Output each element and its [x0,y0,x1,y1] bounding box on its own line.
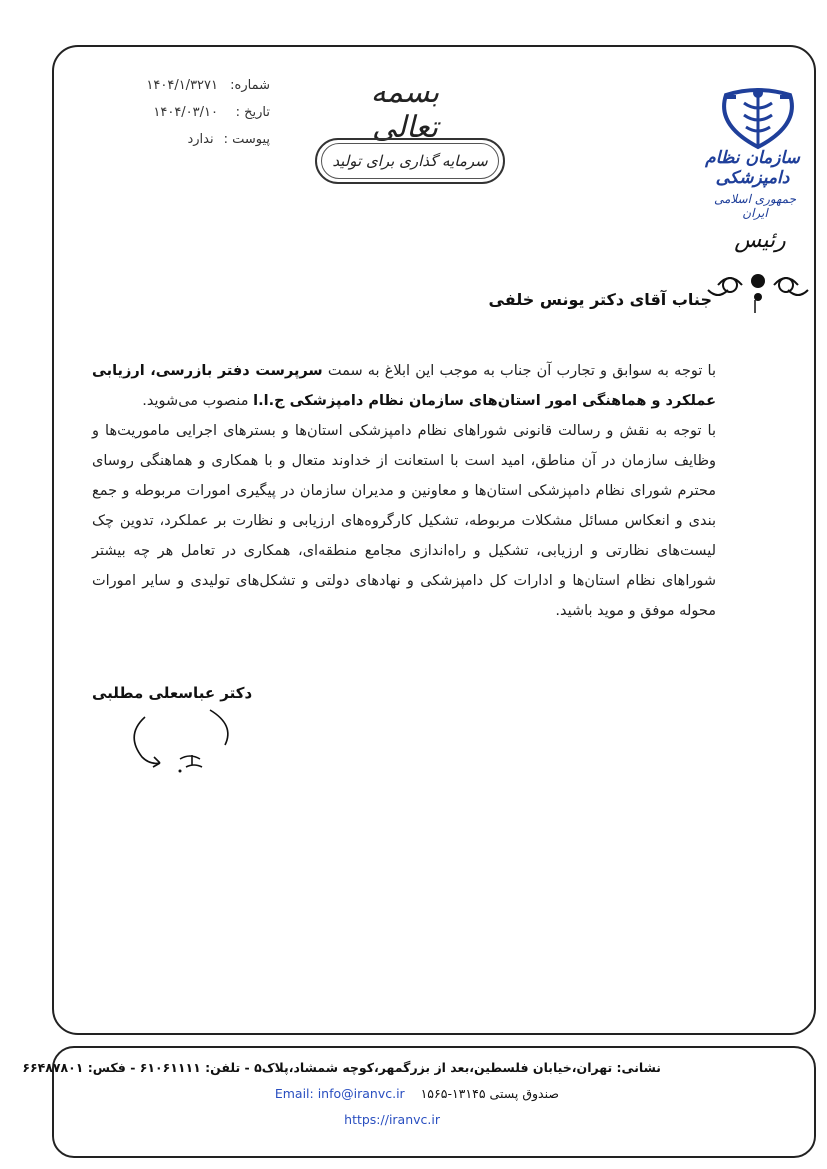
number-row [110,72,270,99]
attachment-label: پیوست : [223,132,270,147]
attachment-row [110,126,270,153]
signer-name: دکتر عباسعلی مطلبی [92,684,253,702]
attachment-value: ندارد [187,132,214,147]
slogan-frame [315,138,505,184]
paragraph-1-end: منصوب می‌شوید. [142,393,254,409]
organization-country: جمهوری اسلامی ایران [713,192,797,220]
letter-meta [110,72,270,153]
office-title: رئیس [734,228,786,253]
footer-email[interactable]: Email: info@iranvc.ir [274,1086,405,1101]
date-row [110,99,270,126]
bismillah-calligraphy: بسمه تعالی [370,75,440,145]
number-value: ۱۴۰۴/۱/۳۲۷۱ [146,78,218,93]
paragraph-1-title: سرپرست دفتر بازرسی، ارزیابی عملکرد و هماهنگی امور استان‌های سازمان نظام دامپزشکی ج.ا.ا [92,363,716,409]
handwritten-signature [120,705,240,785]
footer-contact [275,1086,559,1101]
paragraph-1-intro: با توجه به سوابق و تجارب آن جناب به موجب این ابلاغ به سمت [322,363,716,379]
paragraph-2: با توجه به نقش و رسالت قانونی شوراهای نظام دامپزشکی استان‌ها و بسترهای اجرایی ماموریت‌ها و وظایف سازمان در آن مناطق، امید است با استعانت از خداوند متعال و با همکاری و هماهنگی روسای محترم شورای نظام دامپزشکی استان‌ها و معاونین و مدیران سازمان در پیگیری امورات مربوطه و جمع بندی و انعکاس مسائل مشکلات مربوطه، تشکیل کارگروه‌های ارزیابی و نظارت بر عملکرد، تدوین چک لیست‌های نظارتی و ارزیابی، تشکیل و راه‌اندازی مجامع منطقه‌ای، همکاری در تعامل هر چه بیشتر شوراهای نظام استان‌ها و ادارات کل دامپزشکی و نهادهای دولتی و تشکل‌های تولیدی و سایر امورات محوله موفق و موید باشید. [92,423,716,619]
footer-address: نشانی: تهران،خیابان فلسطین،بعد از بزرگمهر،کوچه شمشاد،پلاک۵ - تلفن: ۶۱۰۶۱۱۱۱ - فکس: ۶۶۴۸۷۸۰۱ [22,1060,661,1075]
letter-body [92,356,716,626]
date-value: ۱۴۰۴/۰۳/۱۰ [153,105,218,120]
slogan-text: سرمایه گذاری برای تولید [321,143,499,179]
number-label: شماره: [230,78,270,93]
footer-website[interactable]: https://iranvc.ir [344,1112,440,1127]
date-label: تاریخ : [235,105,270,120]
addressee: جناب آقای دکتر یونس خلفی [488,290,712,309]
organization-name: سازمان نظام دامپزشکی [705,148,800,188]
paragraph-1 [92,356,716,416]
footer-pobox: صندوق پستی ۱۳۱۴۵-۱۵۶۵ [420,1086,559,1101]
